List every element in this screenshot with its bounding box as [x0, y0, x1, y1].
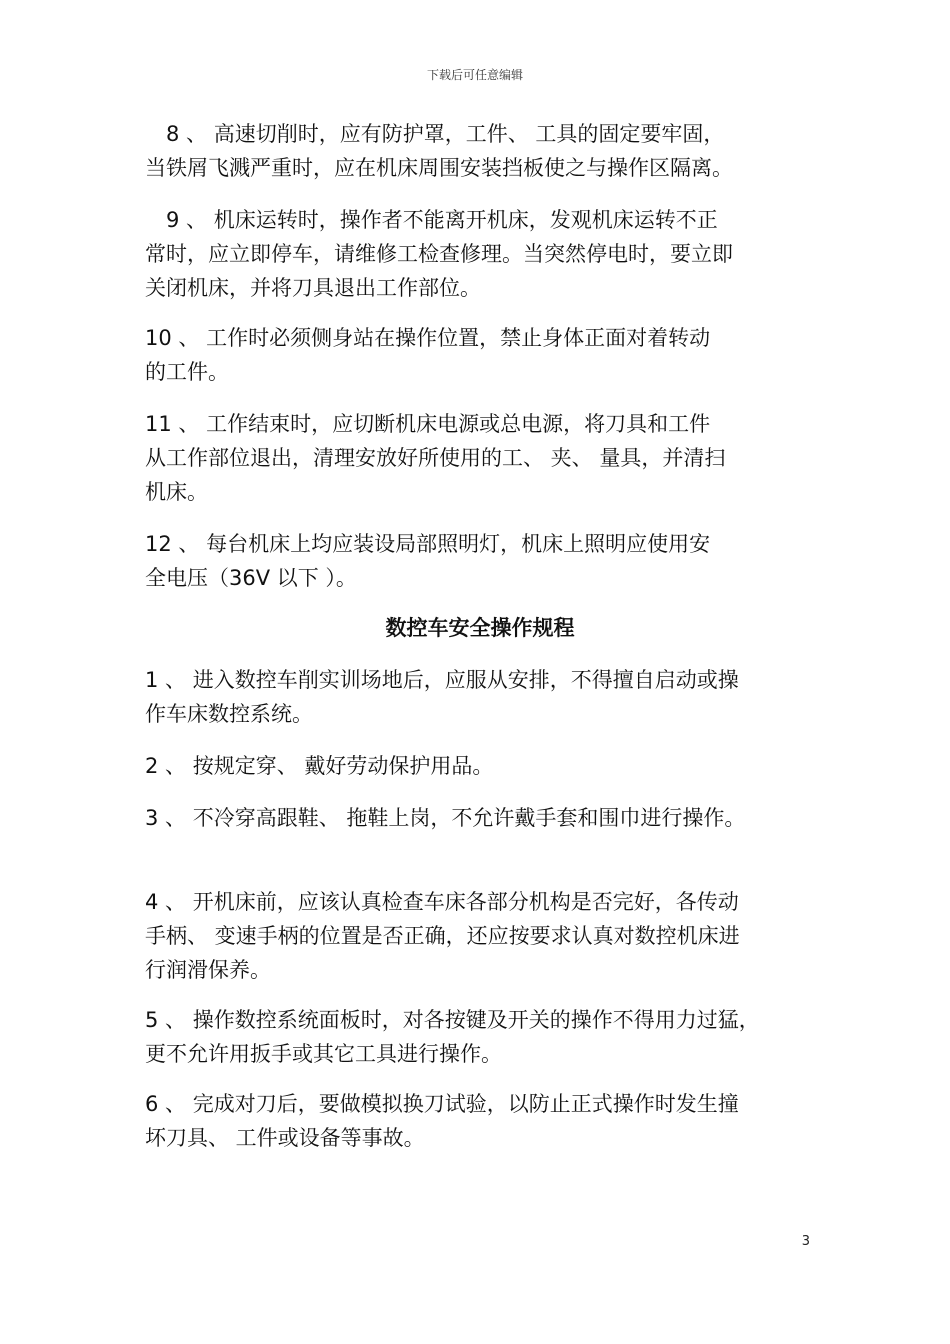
rule-line: 1 、 进入数控车削实训场地后，应服从安排，不得擅自启动或操 — [145, 668, 739, 692]
document-body — [145, 117, 815, 1155]
rule-line: 当铁屑飞溅严重时，应在机床周围安装挡板使之与操作区隔离。 — [145, 156, 733, 180]
cnc-rule-3 — [145, 801, 815, 835]
rule-line: 3 、 不冷穿高跟鞋、 拖鞋上岗，不允许戴手套和围巾进行操作。 — [145, 806, 746, 830]
rule-line: 6 、 完成对刀后，要做模拟换刀试验，以防止正式操作时发生撞 — [145, 1092, 739, 1116]
rule-line: 11 、 工作结束时，应切断机床电源或总电源，将刀具和工件 — [145, 412, 711, 436]
rule-line: 手柄、 变速手柄的位置是否正确，还应按要求认真对数控机床进 — [145, 924, 740, 948]
rule-11 — [145, 407, 815, 509]
cnc-rule-2 — [145, 749, 815, 783]
section-title: 数控车安全操作规程 — [385, 616, 575, 640]
rule-line: 8 、 高速切削时，应有防护罩，工件、 工具的固定要牢固， — [145, 122, 725, 146]
rule-line: 行润滑保养。 — [145, 958, 271, 982]
rule-line: 从工作部位退出，清理安放好所使用的工、 夹、 量具，并清扫 — [145, 446, 726, 470]
rule-line: 作车床数控系统。 — [145, 702, 313, 726]
rule-line: 4 、 开机床前，应该认真检查车床各部分机构是否完好，各传动 — [145, 890, 739, 914]
rule-line: 机床。 — [145, 480, 208, 504]
rule-line: 9 、 机床运转时，操作者不能离开机床，发观机床运转不正 — [145, 208, 718, 232]
rule-10 — [145, 321, 815, 389]
rule-line: 坏刀具、 工件或设备等事故。 — [145, 1126, 425, 1150]
rule-9 — [145, 203, 815, 305]
rule-line: 5 、 操作数控系统面板时，对各按键及开关的操作不得用力过猛， — [145, 1008, 760, 1032]
rule-line: 的工件。 — [145, 360, 229, 384]
rule-line: 关闭机床，并将刀具退出工作部位。 — [145, 276, 481, 300]
cnc-rule-4 — [145, 885, 815, 987]
rule-line: 全电压（36V 以下 ）。 — [145, 566, 357, 590]
rule-line: 10 、 工作时必须侧身站在操作位置，禁止身体正面对着转动 — [145, 326, 711, 350]
rule-line: 2 、 按规定穿、 戴好劳动保护用品。 — [145, 754, 494, 778]
page-number: 3 — [801, 1234, 810, 1249]
cnc-rule-6 — [145, 1087, 815, 1155]
cnc-rule-5 — [145, 1003, 815, 1071]
rule-line: 更不允许用扳手或其它工具进行操作。 — [145, 1042, 502, 1066]
rule-line: 常时，应立即停车，请维修工检查修理。当突然停电时，要立即 — [145, 242, 733, 266]
page-header: 下载后可任意编辑 — [426, 68, 523, 82]
rule-8 — [145, 117, 815, 185]
rule-12 — [145, 527, 815, 595]
cnc-rule-1 — [145, 663, 815, 731]
rule-line: 12 、 每台机床上均应装设局部照明灯，机床上照明应使用安 — [145, 532, 711, 556]
